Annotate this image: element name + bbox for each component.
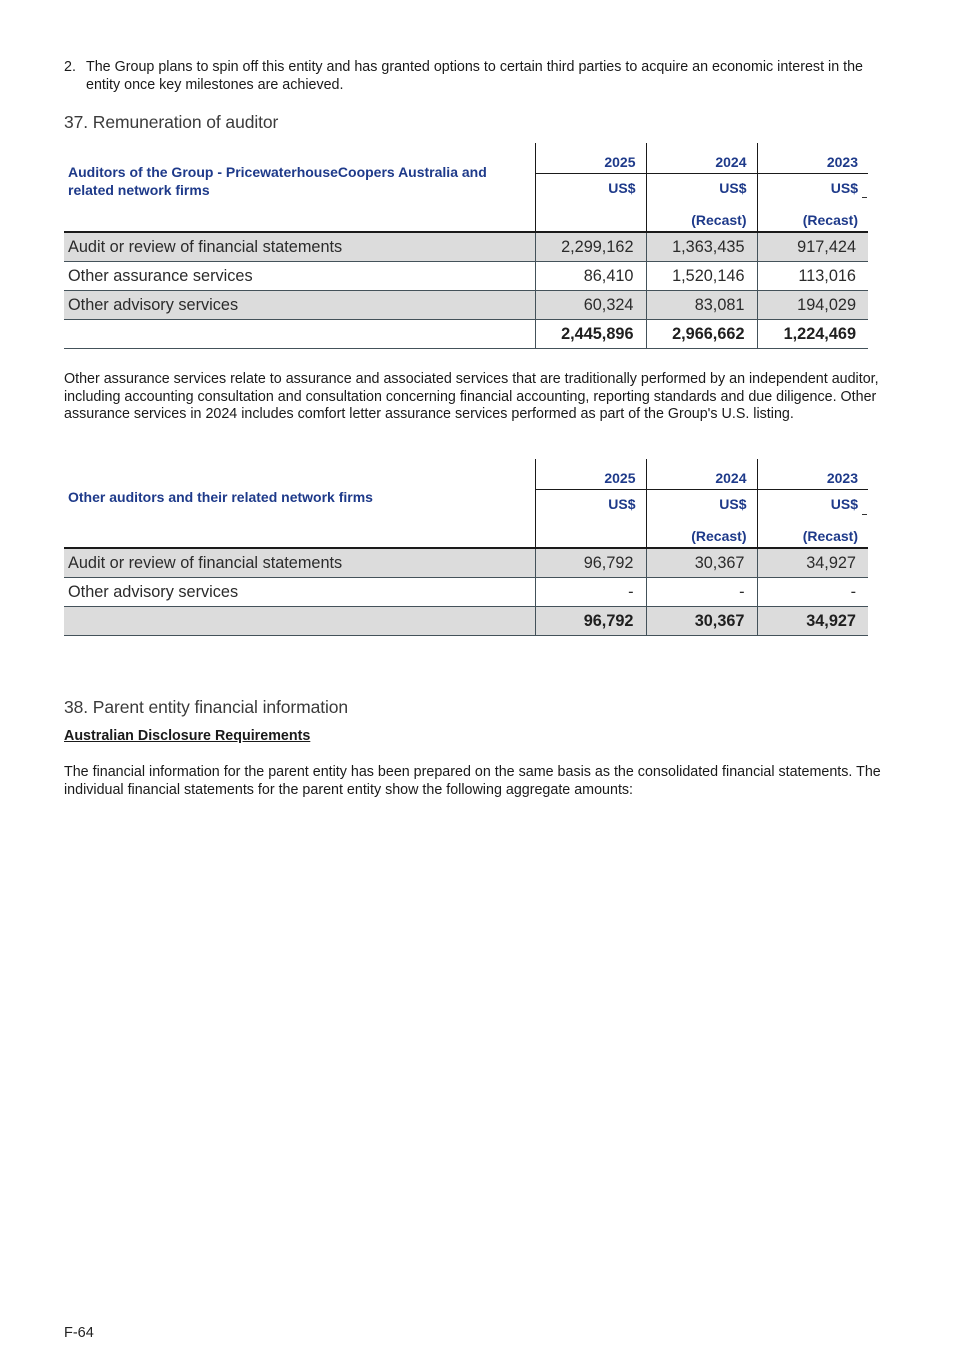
auditor-remuneration-table-pwc (64, 143, 868, 349)
cell-value: 917,424 (757, 232, 868, 262)
table-total-row (64, 607, 868, 636)
cell-value: - (535, 578, 646, 607)
column-note: (Recast) (646, 520, 757, 548)
table-row (64, 578, 868, 607)
cell-value: 30,367 (646, 548, 757, 578)
section-37-heading: 37. Remuneration of auditor (64, 112, 279, 132)
total-value: 34,927 (757, 607, 868, 636)
table-title: Auditors of the Group - PricewaterhouseCoopers Australia and related network firms (64, 143, 535, 232)
assurance-services-paragraph: Other assurance services relate to assurance and associated services that are traditionally performed by an independent auditor, including accounting consultation and consultation concerning financial accounting, reporting standards and due diligence. Other assurance services in 2024 includes comfort letter assurance services performed as part of the Group's U.S. listing. (64, 371, 879, 422)
total-value: 2,445,896 (535, 320, 646, 349)
column-note (535, 520, 646, 548)
footnote-number: 2. (64, 59, 76, 75)
stray-dash-mark (862, 514, 867, 515)
cell-value: 86,410 (535, 262, 646, 291)
column-unit: US$ (757, 174, 868, 205)
page-number: F-64 (64, 1325, 94, 1341)
column-note: (Recast) (646, 204, 757, 232)
total-value: 1,224,469 (757, 320, 868, 349)
cell-value: 83,081 (646, 291, 757, 320)
cell-value: 194,029 (757, 291, 868, 320)
cell-value: 113,016 (757, 262, 868, 291)
cell-value: 96,792 (535, 548, 646, 578)
cell-value: - (646, 578, 757, 607)
table-row (64, 262, 868, 291)
column-year-2023: 2023 (757, 459, 868, 490)
footnote-text: The Group plans to spin off this entity and has granted options to certain third parties to acquire an economic interest in the entity once key milestones are achieved. (86, 59, 863, 93)
auditor-remuneration-table-other (64, 459, 868, 636)
total-label (64, 320, 535, 349)
column-note (535, 204, 646, 232)
total-label (64, 607, 535, 636)
column-year-2025: 2025 (535, 143, 646, 174)
row-label: Audit or review of financial statements (64, 548, 535, 578)
table-row (64, 232, 868, 262)
cell-value: 34,927 (757, 548, 868, 578)
total-value: 2,966,662 (646, 320, 757, 349)
footnote-2 (64, 59, 900, 94)
column-note: (Recast) (757, 520, 868, 548)
cell-value: 1,363,435 (646, 232, 757, 262)
cell-value: 60,324 (535, 291, 646, 320)
section-38-heading: 38. Parent entity financial information (64, 697, 349, 717)
section-38-subheading: Australian Disclosure Requirements (64, 728, 311, 744)
table-total-row (64, 320, 868, 349)
cell-value: - (757, 578, 868, 607)
column-unit: US$ (757, 490, 868, 521)
stray-dash-mark (862, 197, 867, 198)
total-value: 96,792 (535, 607, 646, 636)
column-year-2025: 2025 (535, 459, 646, 490)
column-unit: US$ (535, 490, 646, 521)
column-year-2023: 2023 (757, 143, 868, 174)
row-label: Other advisory services (64, 578, 535, 607)
column-year-2024: 2024 (646, 459, 757, 490)
cell-value: 2,299,162 (535, 232, 646, 262)
table-header-years (64, 459, 868, 490)
total-value: 30,367 (646, 607, 757, 636)
cell-value: 1,520,146 (646, 262, 757, 291)
column-unit: US$ (646, 174, 757, 205)
column-unit: US$ (535, 174, 646, 205)
row-label: Other assurance services (64, 262, 535, 291)
parent-entity-paragraph: The financial information for the parent entity has been prepared on the same basis as the consolidated financial statements. The individual financial statements for the parent entity show the following aggregate amounts: (64, 764, 881, 798)
table-title: Other auditors and their related network firms (64, 459, 535, 548)
table-row (64, 548, 868, 578)
column-unit: US$ (646, 490, 757, 521)
column-note: (Recast) (757, 204, 868, 232)
table-header-years (64, 143, 868, 174)
row-label: Audit or review of financial statements (64, 232, 535, 262)
row-label: Other advisory services (64, 291, 535, 320)
column-year-2024: 2024 (646, 143, 757, 174)
table-row (64, 291, 868, 320)
